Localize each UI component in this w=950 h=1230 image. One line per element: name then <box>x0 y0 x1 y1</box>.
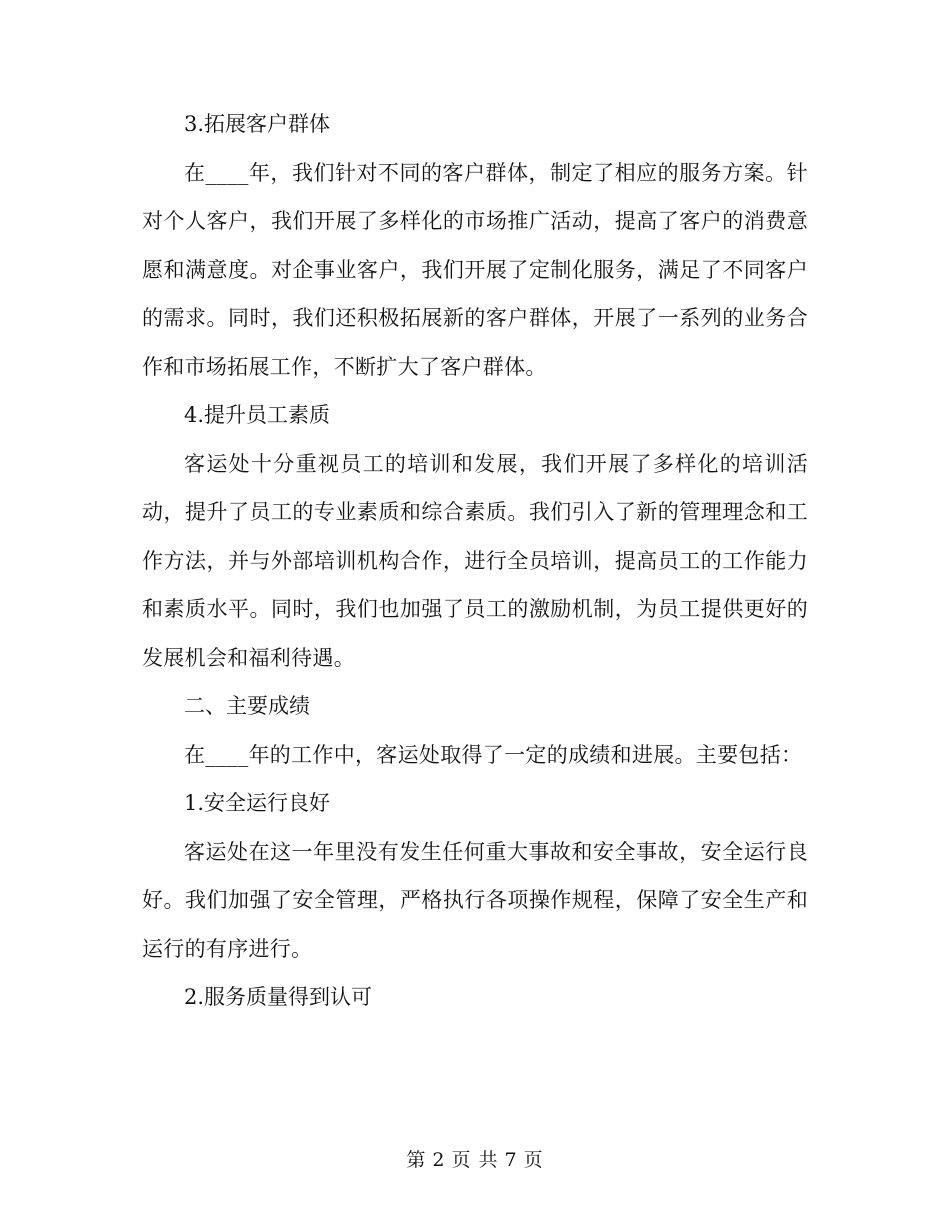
page-footer <box>0 1146 950 1174</box>
section-heading-staff-quality: 4.提升员工素质 <box>184 403 331 427</box>
section-heading-main-achievements: 二、主要成绩 <box>184 694 310 718</box>
section-heading-service-quality: 2.服务质量得到认可 <box>184 985 373 1009</box>
paragraph-main-achievements: 在____年的工作中，客运处取得了一定的成绩和进展。主要包括： <box>184 742 803 767</box>
footer-total-pages: 7 <box>504 1149 518 1171</box>
footer-suffix: 页 <box>523 1149 544 1171</box>
paragraph-expand-customers: 在____年，我们针对不同的客户群体，制定了相应的服务方案。针对个人客户，我们开展了多样化的市场推广活动，提高了客户的消费意愿和满意度。对企事业客户，我们开展了定制化服务，满足了不同客户的需求。同时，我们还积极拓展新的客户群体，开展了一系列的业务合作和市场拓展工作，不断扩大了客户群体。 <box>142 160 808 379</box>
paragraph-safe-operation: 客运处在这一年里没有发生任何重大事故和安全事故，安全运行良好。我们加强了安全管理，严格执行各项操作规程，保障了安全生产和运行的有序进行。 <box>142 839 808 961</box>
section-heading-safe-operation: 1.安全运行良好 <box>184 791 331 815</box>
footer-middle: 页 共 <box>451 1149 499 1171</box>
document-body <box>142 100 808 1022</box>
section-heading-expand-customers: 3.拓展客户群体 <box>184 112 331 136</box>
paragraph-staff-quality: 客运处十分重视员工的培训和发展，我们开展了多样化的培训活动，提升了员工的专业素质和综合素质。我们引入了新的管理理念和工作方法，并与外部培训机构合作，进行全员培训，提高员工的工作能力和素质水平。同时，我们也加强了员工的激励机制，为员工提供更好的发展机会和福利待遇。 <box>142 451 808 670</box>
footer-prefix: 第 <box>406 1149 427 1171</box>
footer-current-page: 2 <box>432 1149 446 1171</box>
